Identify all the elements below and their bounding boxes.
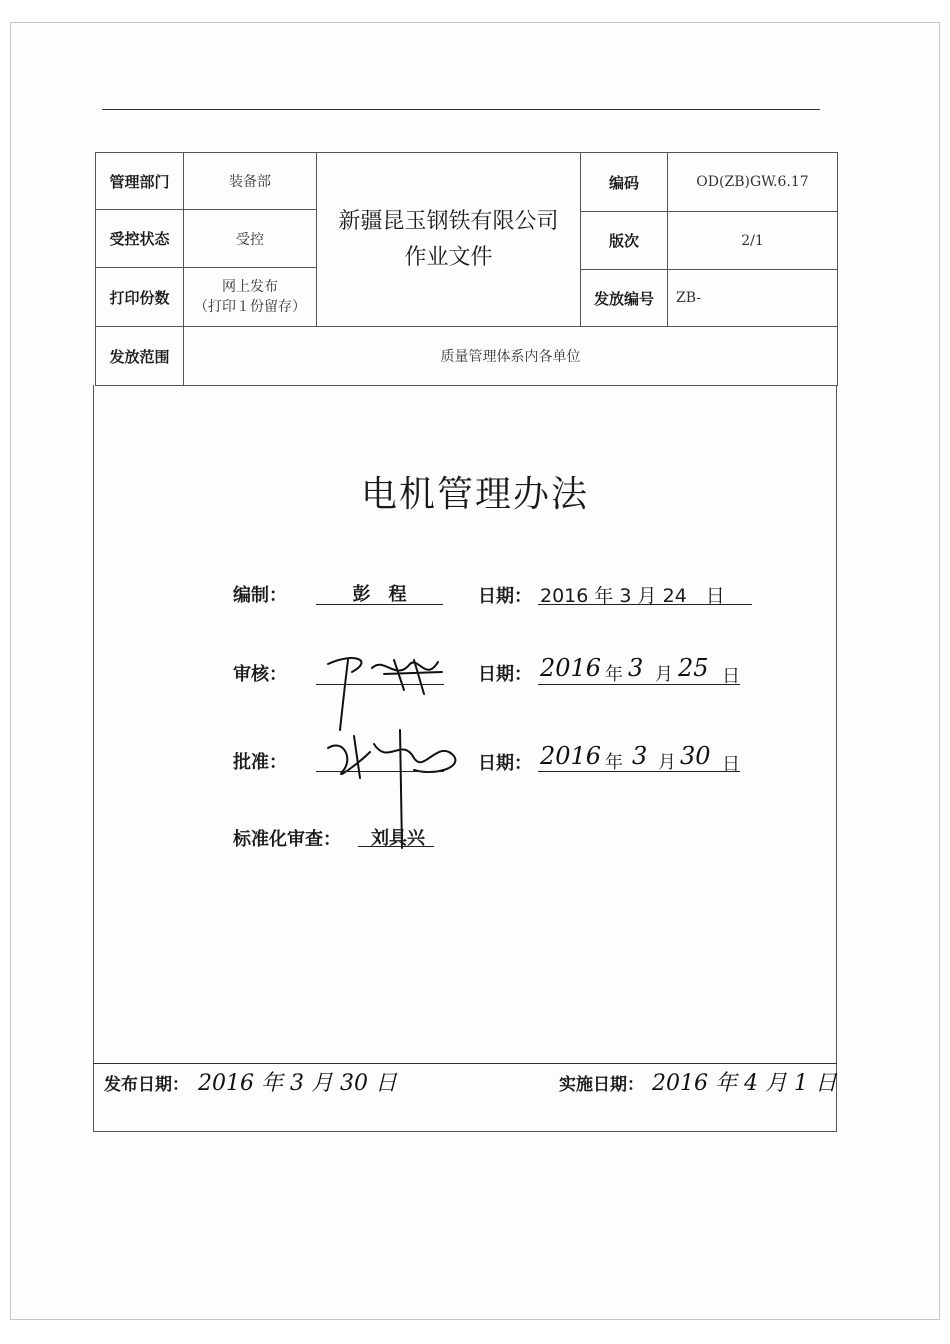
dept-label: 管理部门 [95, 152, 184, 210]
compiler-date-underline [538, 604, 752, 605]
standard-name: 刘具兴 [371, 828, 425, 849]
approve-date-label: 日期： [478, 753, 532, 774]
review-label: 审核： [233, 664, 287, 685]
doc-type: 作业文件 [404, 244, 493, 270]
issue-no-label: 发放编号 [580, 269, 668, 327]
implement-date-label: 实施日期： [559, 1075, 644, 1095]
approve-date-day: 30 [680, 742, 711, 770]
company-name: 新疆昆玉钢铁有限公司 [338, 208, 559, 234]
compiler-name: 彭 程 [352, 584, 407, 605]
review-date-label: 日期： [478, 664, 532, 685]
header-rule [102, 109, 820, 110]
approve-year-unit: 年 [605, 752, 623, 773]
approve-date-year: 2016 [540, 742, 602, 770]
approve-date-month: 3 [632, 742, 648, 770]
company-cell [316, 152, 581, 327]
compiler-date: 2016 年 3 月 24 日 [540, 585, 725, 607]
review-month-unit: 月 [655, 664, 673, 685]
copies-line-2: （打印１份留存） [194, 299, 306, 315]
publish-date-label: 发布日期： [104, 1075, 189, 1095]
compiler-underline [316, 604, 443, 605]
review-underline [316, 684, 444, 685]
approve-label: 批准： [233, 752, 287, 773]
copies-label: 打印份数 [95, 267, 184, 327]
approve-day-unit: 日 [722, 754, 740, 775]
copies-value [183, 267, 317, 327]
review-date-month: 3 [628, 654, 644, 682]
status-value: 受控 [183, 209, 317, 268]
document-title: 电机管理办法 [360, 474, 589, 515]
code-label: 编码 [580, 152, 668, 212]
review-date-year: 2016 [540, 654, 602, 682]
approve-month-unit: 月 [658, 752, 676, 773]
compiler-label: 编制： [233, 585, 287, 606]
approve-date-underline [538, 771, 740, 772]
reviewer-signature [314, 642, 454, 732]
scope-label: 发放范围 [95, 326, 184, 386]
implement-date: 2016 年 4 月 1 日 [652, 1071, 837, 1096]
approve-underline [316, 771, 444, 772]
control-table [95, 152, 838, 386]
review-date-underline [538, 684, 740, 685]
scope-value: 质量管理体系内各单位 [183, 326, 838, 386]
review-date-day: 25 [678, 654, 709, 682]
version-label: 版次 [580, 211, 668, 270]
status-label: 受控状态 [95, 209, 184, 268]
version-value: 2/1 [667, 211, 838, 270]
compiler-date-label: 日期： [478, 586, 532, 607]
standard-underline [358, 846, 434, 847]
dept-value: 装备部 [183, 152, 317, 210]
review-year-unit: 年 [605, 664, 623, 685]
publish-date: 2016 年 3 月 30 日 [198, 1071, 397, 1096]
standard-label: 标准化审查： [233, 829, 341, 850]
code-value: OD(ZB)GW.6.17 [667, 152, 838, 212]
review-day-unit: 日 [722, 666, 740, 687]
footer-rule [93, 1063, 837, 1064]
copies-line-1: 网上发布 [222, 279, 278, 295]
issue-no-value: ZB- [667, 269, 838, 327]
